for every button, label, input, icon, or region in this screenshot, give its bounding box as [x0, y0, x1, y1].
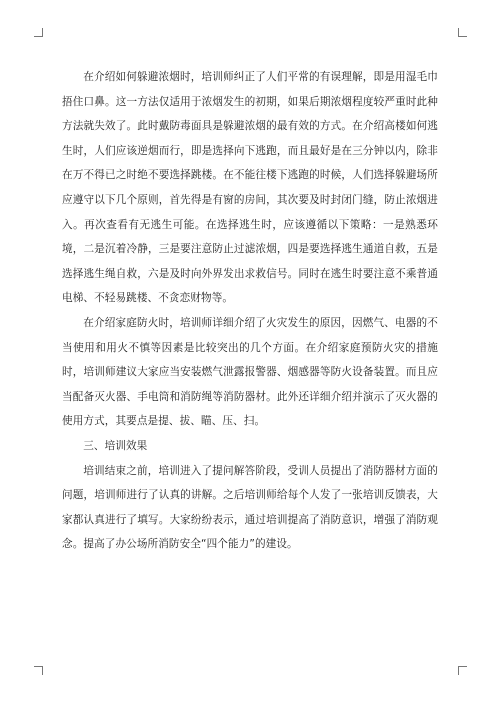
paragraph-closing: 培训结束之前，培训进入了提问解答阶段，受训人员提出了消防器材方面的问题，培训师进行了认真的讲解。之后培训师给每个人发了一张培训反馈表，大家都认真进行了填写。大家纷纷表示，通过培训提高了消防意识，增强了消防观念。提高了办公场所消防安全“四个能力”的建设。 — [62, 464, 438, 551]
crop-mark-top-right — [458, 28, 467, 37]
document-body — [62, 65, 438, 557]
crop-mark-top-left — [34, 28, 43, 37]
paragraph-evacuation: 在介绍如何躲避浓烟时，培训师纠正了人们平常的有误理解，即是用湿毛巾捂住口鼻。这一方法仅适用于浓烟发生的初期，如果后期浓烟程度较严重时此种方法就失效了。此时戴防毒面具是躲避浓烟的最有效的方式。在介绍高楼如何逃生时，人们应该逆烟而行，即是选择向下逃跑，而且最好是在三分钟以内，除非在万不得已之时绝不要选择跳楼。在不能往楼下逃跑的时候，人们选择躲避场所应遵守以下几个原则，首先得是有窗的房间，其次要及时封闭门缝，防止浓烟进入。再次查看有无逃生可能。在选择逃生时，应该遵循以下策略：一是熟悉环境，二是沉着冷静，三是要注意防止过滤浓烟，四是要选择逃生通道自救，五是选择逃生绳自救，六是及时向外界发出求救信号。同时在逃生时要注意不乘普通电梯、不轻易跳楼、不贪恋财物等。 — [62, 71, 438, 305]
crop-mark-bottom-right — [458, 666, 467, 675]
paragraph-home-fire-prevention: 在介绍家庭防火时，培训师详细介绍了火灾发生的原因，因燃气、电器的不当使用和用火不慎等因素是比较突出的几个方面。在介绍家庭预防火灾的措施时，培训师建议大家应当安装燃气泄露报警器、烟感器等防火设备装置。而且应当配备灭火器、手电筒和消防绳等消防器材。此外还详细介绍并演示了灭火器的使用方式，其要点是提、拔、瞄、压、扫。 — [62, 316, 438, 428]
section-heading-training-effect: 三、培训效果 — [83, 439, 148, 452]
crop-mark-bottom-left — [34, 666, 43, 675]
